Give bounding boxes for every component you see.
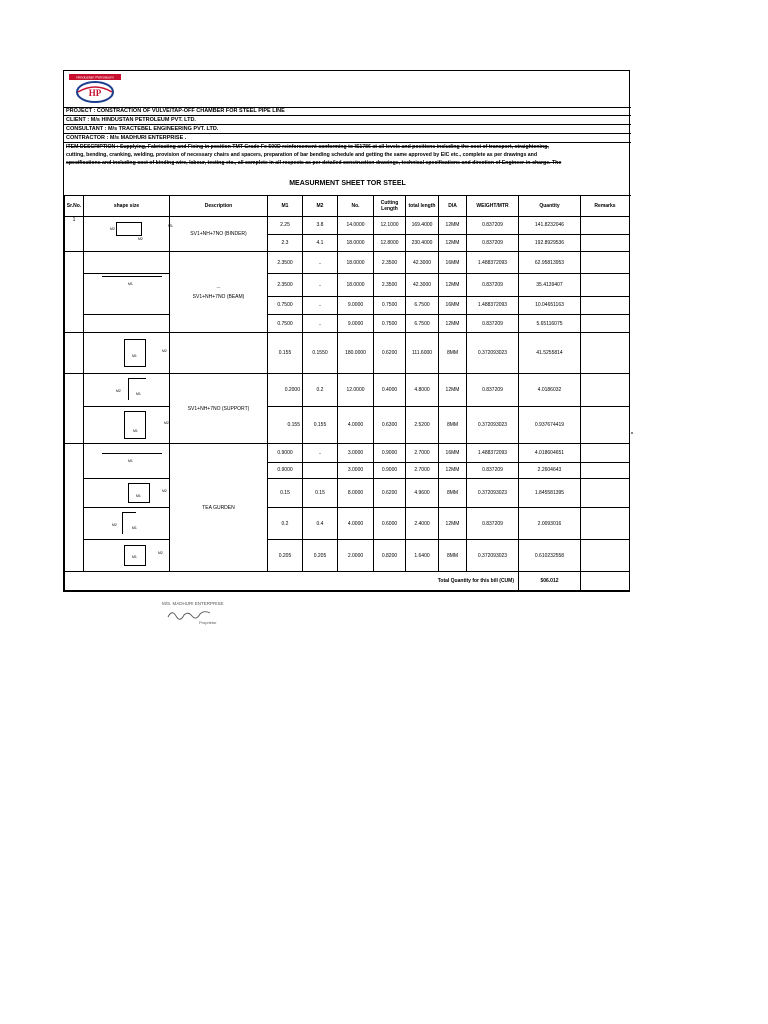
quantity-cell: 0.610232558: [519, 540, 581, 572]
total-row: [65, 572, 630, 591]
description-cell: [170, 333, 268, 374]
shape-diagram: [84, 540, 169, 571]
m2-cell: 4.1: [303, 234, 338, 252]
shape-cell: [84, 374, 170, 407]
shape-label: M2: [112, 523, 117, 527]
table-row: [65, 274, 630, 297]
shape-cell: [84, 444, 170, 479]
m1-cell: 0.205: [268, 540, 303, 572]
bar-shape: [124, 339, 146, 367]
table-row: [65, 479, 630, 508]
description-cell: SV1+NH+7NO (BINDER): [170, 217, 268, 252]
m2-cell: 0.15: [303, 479, 338, 508]
weight-cell: 0.837209: [467, 315, 519, 333]
m2-cell: ..: [303, 274, 338, 297]
signature-company: M/S. MADHURI ENTERPRISE: [162, 601, 224, 606]
no-cell: 4.0000: [338, 407, 374, 444]
contractor-line: CONTRACTOR : M/s MADHURI ENTERPRISE .: [64, 134, 631, 143]
dia-cell: 8MM: [439, 540, 467, 572]
cutting-length-cell: 0.8200: [374, 540, 406, 572]
m2-cell: 3.8: [303, 217, 338, 235]
remarks-cell: [581, 274, 630, 297]
shape-cell: [84, 540, 170, 572]
column-header: DIA: [439, 196, 467, 217]
m2-cell: ..: [303, 444, 338, 463]
logo-banner-text: Hindustan Petroleum: [76, 74, 114, 80]
remarks-cell: [581, 479, 630, 508]
sr-no-cell: [65, 333, 84, 374]
m2-cell: 0.205: [303, 540, 338, 572]
shape-diagram: [84, 479, 169, 507]
item-description-line: cutting, bending, cranking, welding, provision of necessary chairs and spacers, preparation of bar bending schedule and getting the same approved by EIC etc., complete as per drawings and: [66, 152, 538, 158]
no-cell: 4.0000: [338, 508, 374, 540]
m2-cell: [303, 462, 338, 478]
m1-cell: 0.7500: [268, 296, 303, 314]
shape-label: M1: [132, 555, 137, 559]
shape-diagram: [84, 217, 173, 251]
sr-no-cell: [65, 444, 84, 572]
signature-role: Proprietor: [199, 620, 217, 625]
weight-cell: 0.837209: [467, 234, 519, 252]
quantity-cell: 141.8232046: [519, 217, 581, 235]
dia-cell: 8MM: [439, 333, 467, 374]
dia-cell: 12MM: [439, 315, 467, 333]
bar-shape: [122, 512, 136, 513]
m2-cell: ..: [303, 252, 338, 274]
m1-cell: 0.9000: [268, 444, 303, 463]
no-cell: 9.0000: [338, 315, 374, 333]
no-cell: 9.0000: [338, 296, 374, 314]
quantity-cell: 2.0093016: [519, 508, 581, 540]
no-cell: 3.0000: [338, 462, 374, 478]
sr-no-cell: 1: [65, 217, 84, 252]
cutting-length-cell: 12.1000: [374, 217, 406, 235]
item-description: [64, 143, 631, 173]
remarks-cell: [581, 252, 630, 274]
no-cell: 3.0000: [338, 444, 374, 463]
cutting-length-cell: 2.3500: [374, 252, 406, 274]
shape-label: M1: [136, 392, 141, 396]
table-row: [65, 333, 630, 374]
dia-cell: 8MM: [439, 407, 467, 444]
column-header: M1: [268, 196, 303, 217]
dia-cell: 16MM: [439, 444, 467, 463]
total-length-cell: 42.3000: [406, 274, 439, 297]
total-length-cell: 4.9600: [406, 479, 439, 508]
logo-area: [64, 71, 631, 108]
no-cell: 180.0000: [338, 333, 374, 374]
signature-stamp: [156, 596, 226, 630]
description-cell: SV1+NH+7NO (SUPPORT): [170, 374, 268, 444]
stray-mark: [631, 432, 633, 434]
dia-cell: 12MM: [439, 374, 467, 407]
total-length-cell: 2.7000: [406, 462, 439, 478]
sr-no-cell: [65, 374, 84, 444]
cutting-length-cell: 0.6000: [374, 508, 406, 540]
column-header: No.: [338, 196, 374, 217]
quantity-cell: 4.0186032: [519, 374, 581, 407]
shape-label: M1: [133, 429, 138, 433]
column-header: Cutting Length: [374, 196, 406, 217]
item-description-line: ITEM DESCRIPTION : Supplying, Fabricating and Fixing in position TMT Grade Fe 500D reinforcement conforming to IS1786 at all levels and positions including the cost of transport, straightening,: [66, 144, 549, 150]
total-length-cell: 6.7500: [406, 315, 439, 333]
total-label: Total Quantity for this bill (CUM): [65, 572, 519, 591]
logo-text: HP: [88, 88, 102, 98]
m1-cell: 0.15: [268, 479, 303, 508]
description-cell: TEA GURDEN: [170, 444, 268, 572]
total-length-cell: 42.3000: [406, 252, 439, 274]
m1-cell: 2.3500: [268, 274, 303, 297]
shape-diagram: [84, 374, 169, 406]
table-row: [65, 540, 630, 572]
table-row: [65, 508, 630, 540]
cutting-length-cell: 12.8000: [374, 234, 406, 252]
dia-cell: 16MM: [439, 252, 467, 274]
m1-cell: 0.2: [268, 508, 303, 540]
weight-cell: 0.372093023: [467, 540, 519, 572]
description-cell: [170, 252, 268, 333]
weight-cell: 0.372093023: [467, 407, 519, 444]
quantity-cell: 5.65116075: [519, 315, 581, 333]
column-header: M2: [303, 196, 338, 217]
remarks-cell: [581, 572, 630, 591]
m1-cell: 2.3: [268, 234, 303, 252]
total-length-cell: 169.4000: [406, 217, 439, 235]
no-cell: 18.0000: [338, 252, 374, 274]
bar-shape: [128, 483, 150, 503]
shape-label: M2: [162, 349, 167, 353]
remarks-cell: [581, 315, 630, 333]
remarks-cell: [581, 234, 630, 252]
total-length-cell: 4.8000: [406, 374, 439, 407]
remarks-cell: [581, 508, 630, 540]
weight-cell: 0.372093023: [467, 333, 519, 374]
m1-cell: 2.25: [268, 217, 303, 235]
shape-label: M2: [164, 421, 169, 425]
m2-cell: ..: [303, 296, 338, 314]
remarks-cell: [581, 462, 630, 478]
dia-cell: 16MM: [439, 296, 467, 314]
quantity-cell: 35.4139407: [519, 274, 581, 297]
remarks-cell: [581, 407, 630, 444]
total-length-cell: 6.7500: [406, 296, 439, 314]
shape-cell: [84, 315, 170, 333]
weight-cell: 0.837209: [467, 508, 519, 540]
no-cell: 8.0000: [338, 479, 374, 508]
cutting-length-cell: 0.6300: [374, 407, 406, 444]
shape-cell: [84, 407, 170, 444]
shape-label: M1: [136, 494, 141, 498]
quantity-cell: 0.937674419: [519, 407, 581, 444]
table-row: [65, 217, 630, 235]
cutting-length-cell: 0.9000: [374, 444, 406, 463]
quantity-cell: 10.04651163: [519, 296, 581, 314]
remarks-cell: [581, 540, 630, 572]
m2-cell: 0.1550: [303, 333, 338, 374]
m1-cell: 2.3500: [268, 252, 303, 274]
shape-diagram: [84, 407, 169, 443]
shape-cell: [84, 479, 170, 508]
quantity-cell: 1.845581395: [519, 479, 581, 508]
sheet-title: MEASURMENT SHEET TOR STEEL: [64, 173, 631, 196]
weight-cell: 1.488372093: [467, 296, 519, 314]
remarks-cell: [581, 296, 630, 314]
shape-label: M2: [110, 227, 115, 231]
quantity-cell: 41.5255814: [519, 333, 581, 374]
column-header: total length: [406, 196, 439, 217]
description-marker: ...: [216, 284, 221, 290]
shape-label: M2: [138, 237, 143, 241]
m1-cell: 0.9000: [268, 462, 303, 478]
remarks-cell: [581, 333, 630, 374]
remarks-cell: [581, 374, 630, 407]
consultant-line: CONSULTANT : M/s TRACTEBEL ENGINEERING PVT. LTD.: [64, 125, 631, 134]
shape-cell: [84, 217, 173, 252]
bar-shape: [128, 378, 146, 379]
column-header: Quantity: [519, 196, 581, 217]
m2-cell: 0.155: [303, 407, 338, 444]
measurement-table: [64, 195, 630, 591]
shape-diagram: [84, 444, 169, 478]
column-header: Sr.No.: [65, 196, 84, 217]
m1-cell: 0.7500: [268, 315, 303, 333]
cutting-length-cell: 0.6200: [374, 479, 406, 508]
weight-cell: 0.837209: [467, 274, 519, 297]
remarks-cell: [581, 217, 630, 235]
cutting-length-cell: 2.3500: [374, 274, 406, 297]
shape-cell: [84, 508, 170, 540]
cutting-length-cell: 0.6200: [374, 333, 406, 374]
dia-cell: 12MM: [439, 234, 467, 252]
total-length-cell: 230.4000: [406, 234, 439, 252]
bar-shape: [116, 222, 142, 236]
table-row: [65, 444, 630, 463]
hp-logo-icon: [68, 73, 122, 104]
shape-cell: [84, 252, 170, 274]
weight-cell: 0.837209: [467, 217, 519, 235]
bar-shape: [128, 378, 129, 400]
item-description-line: specifications and including cost of binding wire, labour, testing etc., all complete in all respects as per detailed construction drawings, technical specifications and direction of Engineer-in-charge. The: [66, 160, 562, 166]
shape-diagram: [84, 508, 169, 539]
weight-cell: 0.837209: [467, 374, 519, 407]
no-cell: 14.0000: [338, 217, 374, 235]
no-cell: 2.0000: [338, 540, 374, 572]
quantity-cell: 192.8929536: [519, 234, 581, 252]
cutting-length-cell: 0.4000: [374, 374, 406, 407]
total-length-cell: 2.4000: [406, 508, 439, 540]
dia-cell: 12MM: [439, 508, 467, 540]
shape-label: M1: [128, 459, 133, 463]
no-cell: 18.0000: [338, 234, 374, 252]
measurement-sheet: [63, 70, 630, 592]
bar-shape: [102, 276, 162, 277]
shape-label: M2: [158, 551, 163, 555]
shape-cell: [84, 274, 170, 315]
m2-cell: 0.4: [303, 508, 338, 540]
m1-cell: 0.155: [268, 407, 303, 444]
cutting-length-cell: 0.7500: [374, 315, 406, 333]
total-value: 506.012: [519, 572, 581, 591]
project-line: PROJECT : CONSTRACTION OF VULVE/TAP-OFF CHAMBER FOR STEEL PIPE LINE: [64, 107, 631, 116]
total-length-cell: 111.6000: [406, 333, 439, 374]
table-header-row: [65, 196, 630, 217]
bar-shape: [124, 411, 146, 439]
cutting-length-cell: 0.9000: [374, 462, 406, 478]
dia-cell: 8MM: [439, 479, 467, 508]
weight-cell: 1.488372093: [467, 252, 519, 274]
no-cell: 18.0000: [338, 274, 374, 297]
weight-cell: 1.488372093: [467, 444, 519, 463]
column-header: WEIGHT/MTR: [467, 196, 519, 217]
total-length-cell: 2.5200: [406, 407, 439, 444]
shape-diagram: [84, 274, 169, 314]
m2-cell: 0.2: [303, 374, 338, 407]
shape-label: M1: [132, 526, 137, 530]
table-row: [65, 374, 630, 407]
table-row: [65, 315, 630, 333]
shape-label: M1: [168, 224, 173, 228]
sr-no-cell: [65, 252, 84, 333]
client-line: CLIENT : M/s HINDUSTAN PETROLEUM PVT. LTD.: [64, 116, 631, 125]
description-text: SV1+NH+7NO (BEAM): [192, 294, 245, 300]
signature-icon: [166, 607, 214, 621]
bar-shape: [102, 453, 162, 454]
no-cell: 12.0000: [338, 374, 374, 407]
bar-shape: [122, 512, 123, 534]
cutting-length-cell: 0.7500: [374, 296, 406, 314]
dia-cell: 12MM: [439, 274, 467, 297]
table-row: [65, 252, 630, 274]
shape-label: M1: [128, 282, 133, 286]
column-header: Remarks: [581, 196, 630, 217]
dia-cell: 12MM: [439, 217, 467, 235]
shape-label: M1: [132, 354, 137, 358]
remarks-cell: [581, 444, 630, 463]
total-length-cell: 1.6400: [406, 540, 439, 572]
quantity-cell: 2.2604643: [519, 462, 581, 478]
column-header: shape size: [84, 196, 170, 217]
m1-cell: 0.155: [268, 333, 303, 374]
shape-diagram: [84, 333, 169, 373]
weight-cell: 0.372093023: [467, 479, 519, 508]
quantity-cell: 4.018604651: [519, 444, 581, 463]
weight-cell: 0.837209: [467, 462, 519, 478]
total-length-cell: 2.7000: [406, 444, 439, 463]
shape-label: M2: [162, 489, 167, 493]
table-row: [65, 407, 630, 444]
shape-label: M2: [116, 389, 121, 393]
dia-cell: 12MM: [439, 462, 467, 478]
quantity-cell: 62.95813953: [519, 252, 581, 274]
m1-cell: 0.2000: [268, 374, 303, 407]
shape-cell: [84, 333, 170, 374]
column-header: Description: [170, 196, 268, 217]
m2-cell: ..: [303, 315, 338, 333]
